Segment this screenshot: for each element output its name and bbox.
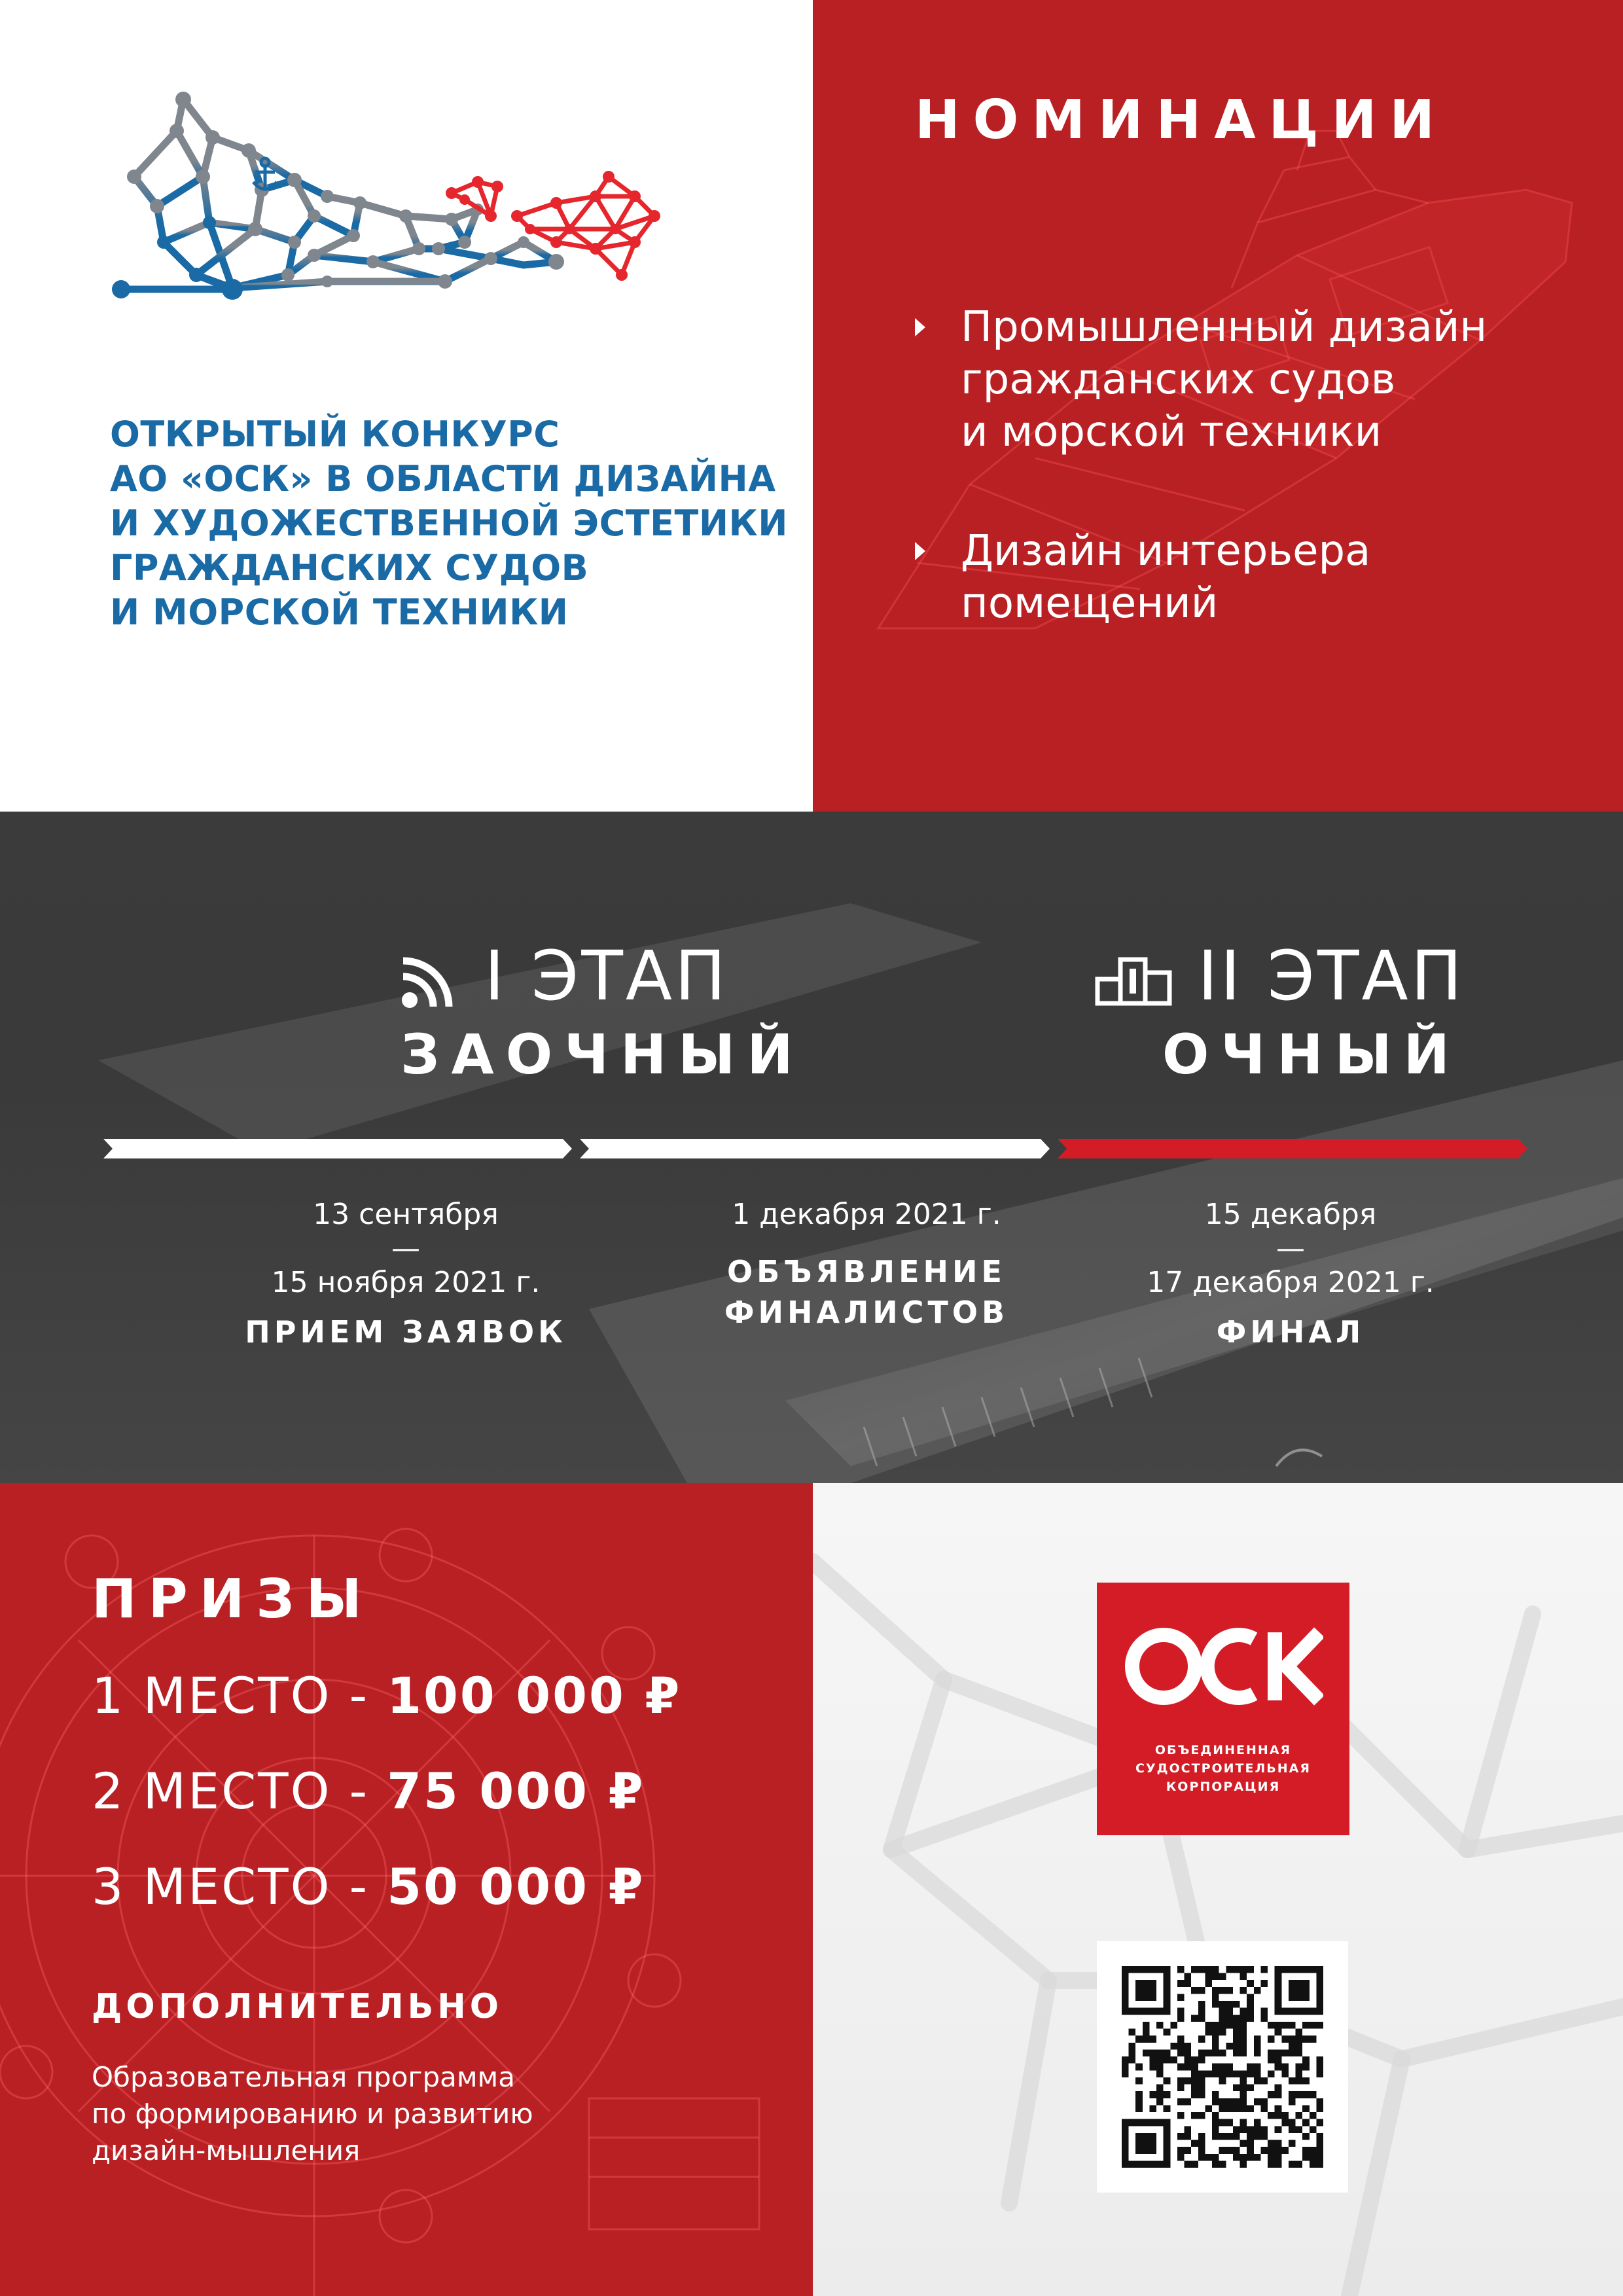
prize-amount: 50 000 ₽ [387,1857,645,1916]
network-map-logo [98,85,720,386]
qr-code[interactable] [1097,1941,1348,2193]
prize-row [92,1762,645,1820]
timeline-date: 15 ноября 2021 г. [271,1266,541,1299]
nomination-line: помещений [961,579,1219,628]
extra-description [92,2059,533,2169]
osk-subtitle-line: ОБЪЕДИНЕННАЯ [1154,1743,1292,1757]
timeline-date: 15 декабря [1204,1198,1377,1231]
timeline-step [196,1198,615,1352]
extra-line: по формированию и развитию [92,2098,533,2130]
prize-place: 3 МЕСТО [92,1857,332,1916]
prize-amount: 100 000 ₽ [387,1666,682,1725]
contest-title [110,412,797,635]
signal-icon [401,949,461,1009]
prize-separator: - [331,1857,387,1916]
timeline-label: ОБЪЯВЛЕНИЕ [727,1254,1006,1289]
triangle-bullet-icon [915,542,925,560]
prize-amount: 75 000 ₽ [387,1762,645,1820]
osk-logo-mark [1123,1619,1323,1717]
timeline-date: 17 декабря 2021 г. [1147,1266,1435,1299]
contest-title-line: ГРАЖДАНСКИХ СУДОВ [110,547,589,588]
nomination-line: Промышленный дизайн [961,303,1488,351]
osk-logo-subtitle [1097,1741,1349,1796]
stage-subtitle: ЗАОЧНЫЙ [401,1022,805,1086]
prize-separator: - [331,1762,387,1820]
osk-logo [1097,1583,1349,1835]
timeline-date: — [1276,1232,1305,1265]
stage-subtitle: ОЧНЫЙ [1162,1022,1461,1086]
stages-panel [0,812,1623,1483]
podium-icon [1094,954,1173,1007]
timeline-date: 1 декабря 2021 г. [732,1198,1001,1231]
timeline-arrow-segment [103,1139,572,1158]
stage-title: I ЭТАП [484,936,729,1016]
extra-line: Образовательная программа [92,2061,515,2093]
timeline-date: — [391,1232,420,1265]
timeline-step [657,1198,1076,1333]
prize-row [92,1666,681,1725]
timeline-arrows [98,1132,1538,1165]
nomination-line: Дизайн интерьера [961,527,1371,575]
contest-title-line: И ХУДОЖЕСТВЕННОЙ ЭСТЕТИКИ [110,503,788,544]
extra-line: дизайн-мышления [92,2134,361,2166]
nominations-panel [813,0,1623,812]
nomination-line: и морской техники [961,408,1382,456]
timeline-arrow-segment [1058,1139,1527,1158]
osk-subtitle-line: КОРПОРАЦИЯ [1166,1780,1281,1794]
nomination-line: гражданских судов [961,355,1396,404]
prize-place: 1 МЕСТО [92,1666,332,1725]
prize-separator: - [331,1666,387,1725]
prizes-heading: ПРИЗЫ [92,1568,374,1630]
prize-place: 2 МЕСТО [92,1762,332,1820]
timeline-label: ФИНАЛ [1216,1314,1365,1350]
extra-heading: ДОПОЛНИТЕЛЬНО [92,1987,503,2026]
contest-title-line: ОТКРЫТЫЙ КОНКУРС [110,414,560,455]
timeline-arrow-segment [580,1139,1050,1158]
timeline-label: ПРИЕМ ЗАЯВОК [245,1314,567,1350]
prize-row [92,1857,645,1916]
organizer-panel [813,1483,1623,2296]
contest-panel [0,0,813,812]
contest-title-line: И МОРСКОЙ ТЕХНИКИ [110,592,569,633]
prizes-panel [0,1483,813,2296]
timeline-date: 13 сентября [313,1198,499,1231]
osk-subtitle-line: СУДОСТРОИТЕЛЬНАЯ [1135,1761,1311,1776]
contest-title-line: АО «ОСК» В ОБЛАСТИ ДИЗАЙНА [110,458,776,499]
triangle-bullet-icon [915,318,925,336]
qr-code-icon [1122,1966,1323,2168]
timeline-step [1081,1198,1500,1352]
nominations-heading: НОМИНАЦИИ [915,89,1448,151]
stage-title: II ЭТАП [1198,936,1465,1016]
timeline-label: ФИНАЛИСТОВ [724,1295,1009,1330]
